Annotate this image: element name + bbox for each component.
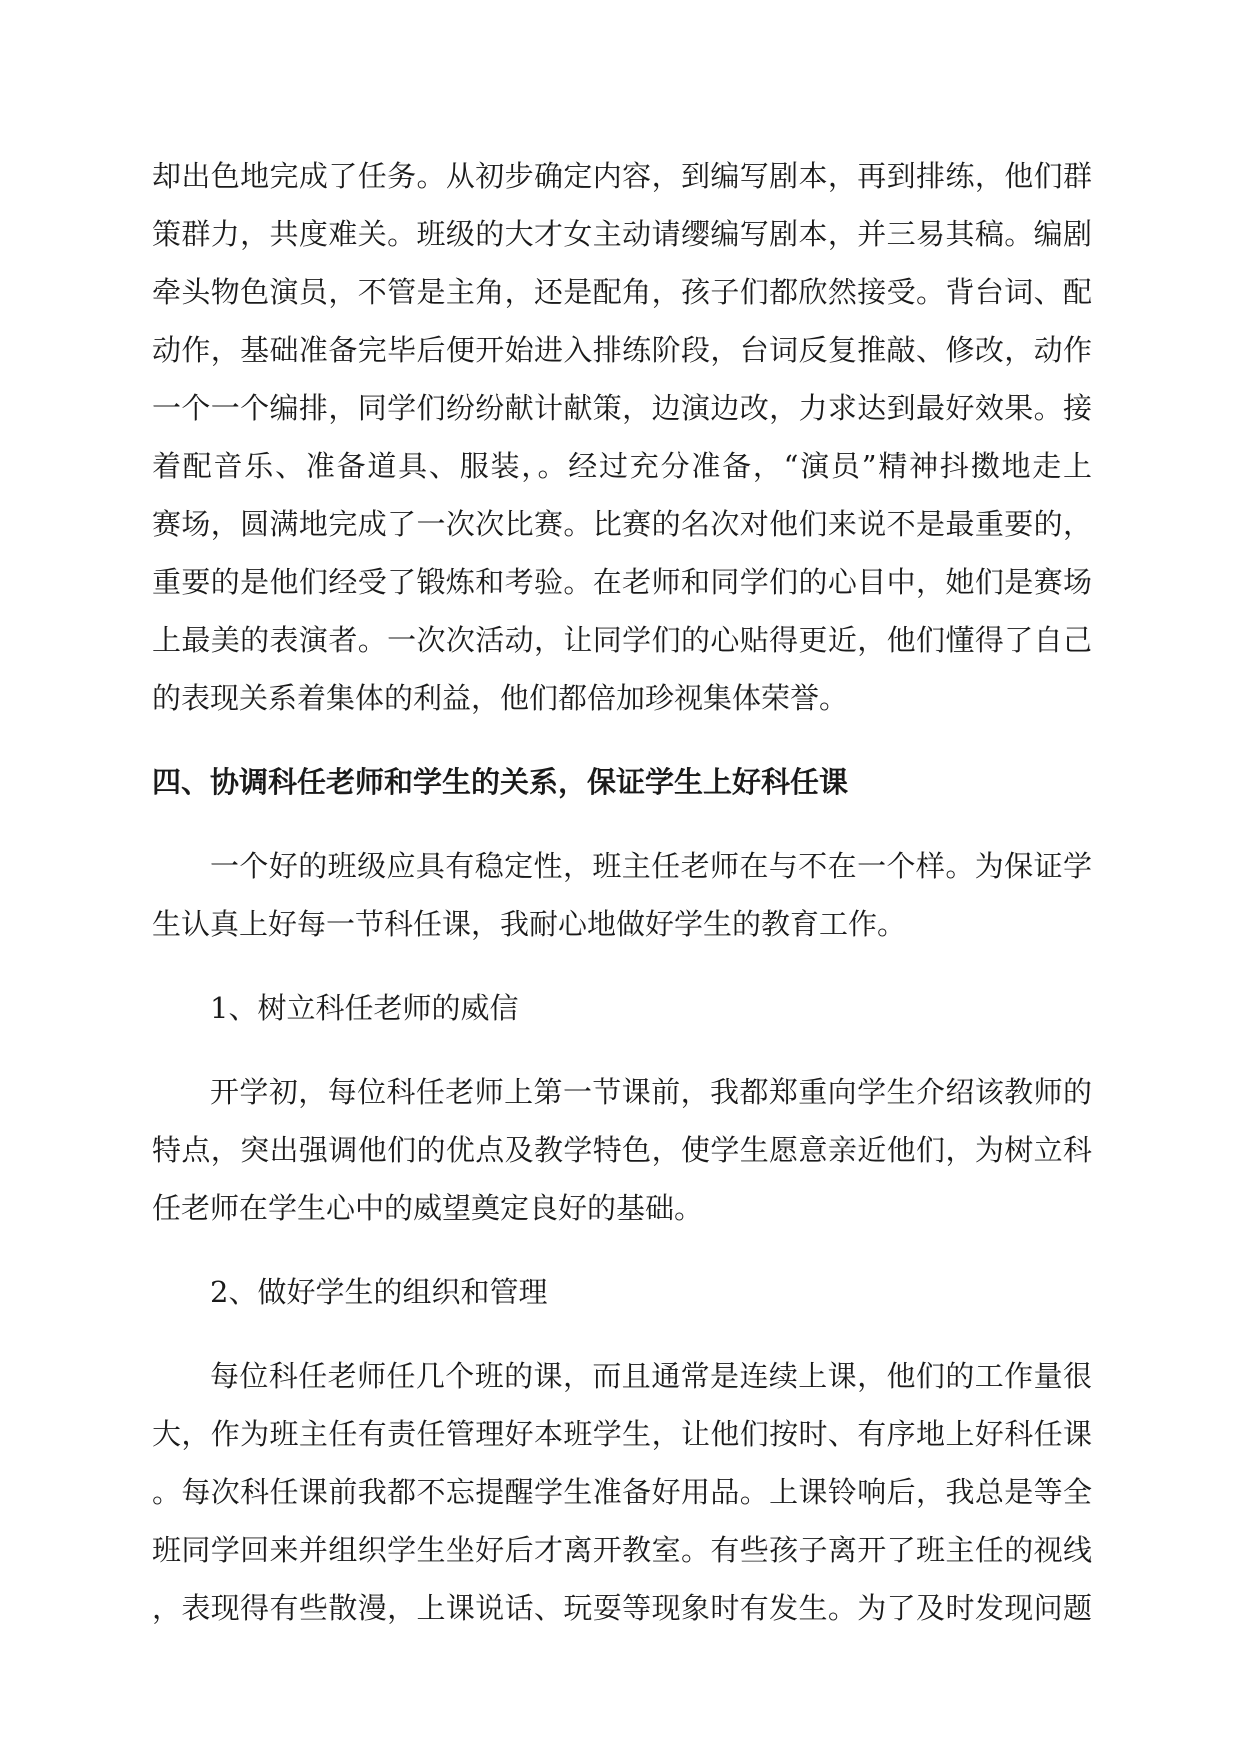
text-line: 着配音乐、准备道具、服装，。经过充分准备，“演员”精神抖擞地走上 xyxy=(152,449,1092,483)
text-line: 动作，基础准备完毕后便开始进入排练阶段，台词反复推敲、修改，动作 xyxy=(152,333,1092,367)
paragraph-class-management xyxy=(152,1347,1092,1637)
paragraph-class-activities xyxy=(152,147,1092,727)
text-line: 的表现关系着集体的利益，他们都倍加珍视集体荣誉。 xyxy=(152,681,849,715)
text-line: 赛场，圆满地完成了一次次比赛。比赛的名次对他们来说不是最重要的， xyxy=(152,507,1092,541)
subheading-student-management xyxy=(152,1263,1092,1321)
text-line: 大，作为班主任有责任管理好本班学生，让他们按时、有序地上好科任课 xyxy=(152,1417,1092,1451)
subheading-teacher-prestige xyxy=(152,979,1092,1037)
text-line: 一个一个编排，同学们纷纷献计献策，边演边改，力求达到最好效果。接 xyxy=(152,391,1092,425)
paragraph-class-stability xyxy=(152,837,1092,953)
text-line: 。每次科任课前我都不忘提醒学生准备好用品。上课铃响后，我总是等全 xyxy=(152,1475,1092,1509)
text-line: 却出色地完成了任务。从初步确定内容，到编写剧本，再到排练，他们群 xyxy=(152,159,1092,193)
text-line: ，表现得有些散漫，上课说话、玩耍等现象时有发生。为了及时发现问题 xyxy=(152,1591,1092,1625)
text-line: 重要的是他们经受了锻炼和考验。在老师和同学们的心目中，她们是赛场 xyxy=(152,565,1092,599)
text-line: 开学初，每位科任老师上第一节课前，我都郑重向学生介绍该教师的 xyxy=(210,1075,1092,1109)
text-line: 班同学回来并组织学生坐好后才离开教室。有些孩子离开了班主任的视线 xyxy=(152,1533,1092,1567)
text-line: 策群力，共度难关。班级的大才女主动请缨编写剧本，并三易其稿。编剧 xyxy=(152,217,1092,251)
text-line: 特点，突出强调他们的优点及教学特色，使学生愿意亲近他们，为树立科 xyxy=(152,1133,1092,1167)
paragraph-teacher-intro xyxy=(152,1063,1092,1237)
text-line: 牵头物色演员，不管是主角，还是配角，孩子们都欣然接受。背台词、配 xyxy=(152,275,1092,309)
subheading-text: 2、做好学生的组织和管理 xyxy=(210,1275,548,1309)
text-line: 上最美的表演者。一次次活动，让同学们的心贴得更近，他们懂得了自己 xyxy=(152,623,1092,657)
text-line: 生认真上好每一节科任课，我耐心地做好学生的教育工作。 xyxy=(152,907,907,941)
subheading-text: 1、树立科任老师的威信 xyxy=(210,991,519,1025)
text-line: 每位科任老师任几个班的课，而且通常是连续上课，他们的工作量很 xyxy=(210,1359,1092,1393)
document-body xyxy=(152,147,1092,1637)
section-heading-4: 四、协调科任老师和学生的关系，保证学生上好科任课 xyxy=(152,765,849,799)
text-line: 任老师在学生心中的威望奠定良好的基础。 xyxy=(152,1191,704,1225)
text-line: 一个好的班级应具有稳定性，班主任老师在与不在一个样。为保证学 xyxy=(210,849,1092,883)
